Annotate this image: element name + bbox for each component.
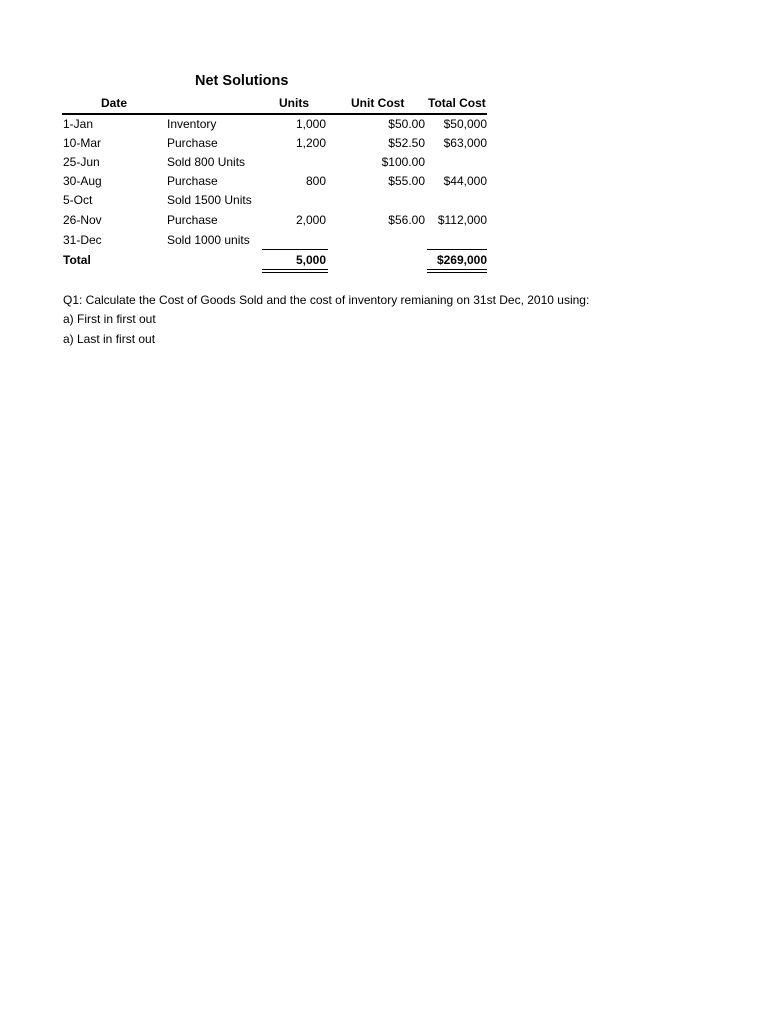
row-description: Inventory [167,117,217,131]
row-date: 31-Dec [63,233,102,247]
table-title: Net Solutions [195,73,289,89]
header-units: Units [279,96,309,110]
row-total-cost: $63,000 [443,136,487,150]
table-row [0,117,768,136]
row-description: Sold 1500 Units [167,193,252,207]
table-row [0,174,768,193]
table-row [0,193,768,212]
question-option: a) First in first out [63,312,156,326]
header-unit-cost: Unit Cost [351,96,405,110]
row-units: 2,000 [295,213,326,227]
header-rule [62,113,487,115]
row-total-cost: $112,000 [437,213,487,227]
row-units: 1,200 [295,136,326,150]
row-date: 5-Oct [63,193,93,207]
row-units: 800 [305,174,326,188]
total-units: 5,000 [295,253,326,267]
row-unit-cost: $52.50 [388,136,425,150]
row-unit-cost: $100.00 [381,155,425,169]
units-double-rule-bottom [262,272,328,273]
row-description: Purchase [167,136,218,150]
row-date: 10-Mar [63,136,102,150]
table-row [0,213,768,232]
row-date: 30-Aug [63,174,102,188]
header-total-cost: Total Cost [428,96,486,110]
total-label: Total [63,253,91,267]
question-text: Q1: Calculate the Cost of Goods Sold and the cost of inventory remianing on 31st Dec, 2010 using: [63,293,590,307]
units-double-rule-top [262,269,328,270]
cost-double-rule-top [427,269,487,270]
row-description: Purchase [167,213,218,227]
header-date: Date [101,96,128,110]
row-unit-cost: $56.00 [388,213,425,227]
row-description: Sold 1000 units [167,233,250,247]
total-cost: $269,000 [436,253,487,267]
row-description: Purchase [167,174,218,188]
table-row [0,136,768,155]
row-description: Sold 800 Units [167,155,246,169]
row-total-cost: $44,000 [443,174,487,188]
row-units: 1,000 [295,117,326,131]
row-total-cost: $50,000 [443,117,487,131]
cost-double-rule-bottom [427,272,487,273]
table-row [0,233,768,252]
cost-subtotal-rule [427,249,487,250]
units-subtotal-rule [262,249,328,250]
row-date: 26-Nov [63,213,102,227]
question-option: a) Last in first out [63,332,156,346]
row-date: 25-Jun [63,155,100,169]
row-unit-cost: $55.00 [388,174,425,188]
row-date: 1-Jan [63,117,94,131]
total-row [0,253,768,272]
table-row [0,155,768,174]
row-unit-cost: $50.00 [388,117,425,131]
